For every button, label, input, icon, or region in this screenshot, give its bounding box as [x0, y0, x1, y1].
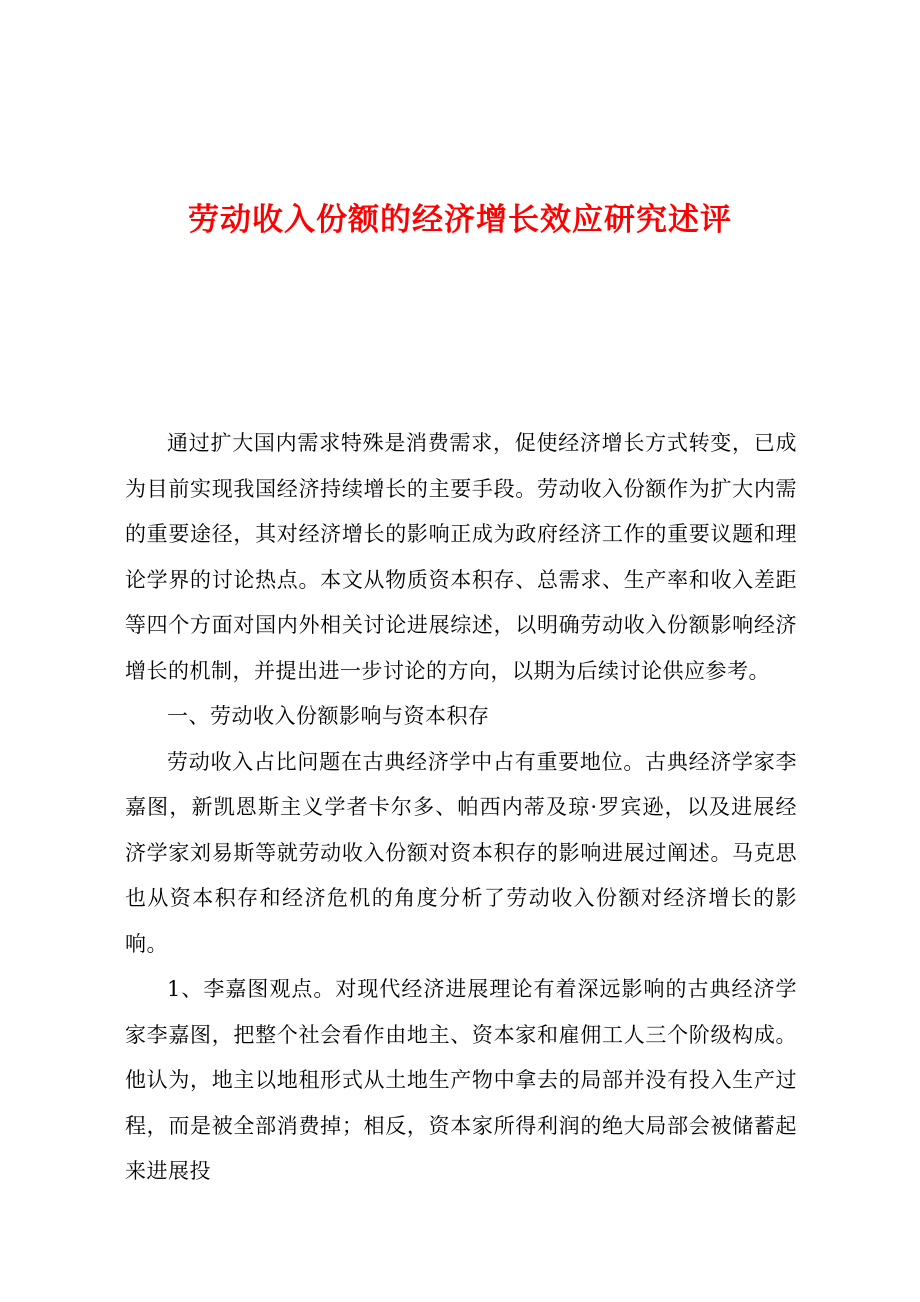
document-body: [125, 421, 797, 1195]
document-title: 劳动收入份额的经济增长效应研究述评: [188, 202, 732, 238]
paragraph-ricardo-view: 1、李嘉图观点。对现代经济进展理论有着深远影响的古典经济学家李嘉图，把整个社会看作由地主、资本家和雇佣工人三个阶级构成。他认为，地主以地租形式从土地生产物中拿去的局部并没有投入生产过程，而是被全部消费掉；相反，资本家所得利润的绝大局部会被储蓄起来进展投: [125, 977, 797, 1183]
section-heading-1: 一、劳动收入份额影响与资本积存: [167, 704, 490, 728]
paragraph-intro: 通过扩大国内需求特殊是消费需求，促使经济增长方式转变，已成为目前实现我国经济持续增长的主要手段。劳动收入份额作为扩大内需的重要途径，其对经济增长的影响正成为政府经济工作的重要议题和理论学界的讨论热点。本文从物质资本积存、总需求、生产率和收入差距等四个方面对国内外相关讨论进展综述，以明确劳动收入份额影响经济增长的机制，并提出进一步讨论的方向，以期为后续讨论供应参考。: [125, 431, 797, 683]
paragraph-classical-economics: 劳动收入占比问题在古典经济学中占有重要地位。古典经济学家李嘉图，新凯恩斯主义学者卡尔多、帕西内蒂及琼·罗宾逊，以及进展经济学家刘易斯等就劳动收入份额对资本积存的影响进展过阐述。马克思也从资本积存和经济危机的角度分析了劳动收入份额对经济增长的影响。: [125, 749, 797, 956]
